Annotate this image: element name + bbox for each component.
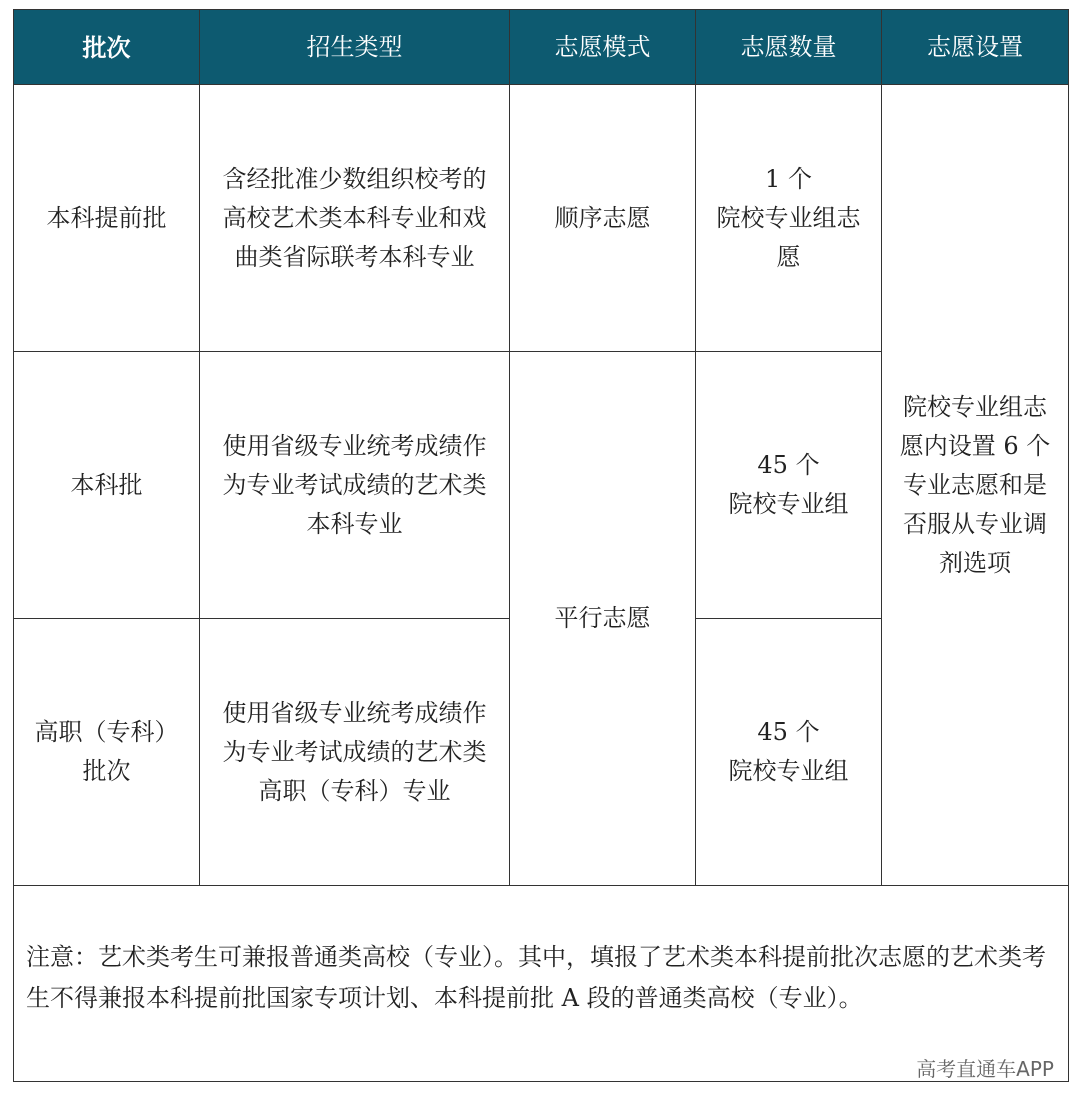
enrollment-table — [13, 9, 1069, 1082]
header-type: 招生类型 — [200, 10, 510, 85]
mode-cell: 顺序志愿 — [510, 85, 696, 352]
count-cell — [696, 619, 882, 886]
note-cell — [14, 886, 1069, 1082]
mode-cell: 平行志愿 — [510, 352, 696, 886]
header-row — [14, 10, 1069, 85]
watermark: 高考直通车APP — [916, 1057, 1054, 1081]
header-mode: 志愿模式 — [510, 10, 696, 85]
count-unit: 院校专业组志愿 — [716, 203, 861, 271]
batch-cell: 本科提前批 — [14, 85, 200, 352]
count-number: 45 个 — [757, 451, 820, 479]
type-cell: 含经批准少数组织校考的高校艺术类本科专业和戏曲类省际联考本科专业 — [200, 85, 510, 352]
batch-cell: 高职（专科）批次 — [14, 619, 200, 886]
note-row — [14, 886, 1069, 1082]
type-cell: 使用省级专业统考成绩作为专业考试成绩的艺术类本科专业 — [200, 352, 510, 619]
header-count: 志愿数量 — [696, 10, 882, 85]
type-cell: 使用省级专业统考成绩作为专业考试成绩的艺术类高职（专科）专业 — [200, 619, 510, 886]
count-cell — [696, 352, 882, 619]
header-setting: 志愿设置 — [882, 10, 1069, 85]
count-number: 1 个 — [765, 164, 812, 193]
header-batch: 批次 — [14, 10, 200, 85]
count-number: 45 个 — [757, 718, 820, 746]
batch-cell: 本科批 — [14, 352, 200, 619]
table-row — [14, 85, 1069, 352]
note-text: 注意：艺术类考生可兼报普通类高校（专业）。其中，填报了艺术类本科提前批次志愿的艺术类考生不得兼报本科提前批国家专项计划、本科提前批 A 段的普通类高校（专业）。 — [26, 942, 1046, 1012]
count-unit: 院校专业组 — [728, 490, 849, 518]
count-cell — [696, 85, 882, 352]
setting-cell: 院校专业组志愿内设置 6 个专业志愿和是否服从专业调剂选项 — [882, 85, 1069, 886]
count-unit: 院校专业组 — [728, 757, 849, 785]
